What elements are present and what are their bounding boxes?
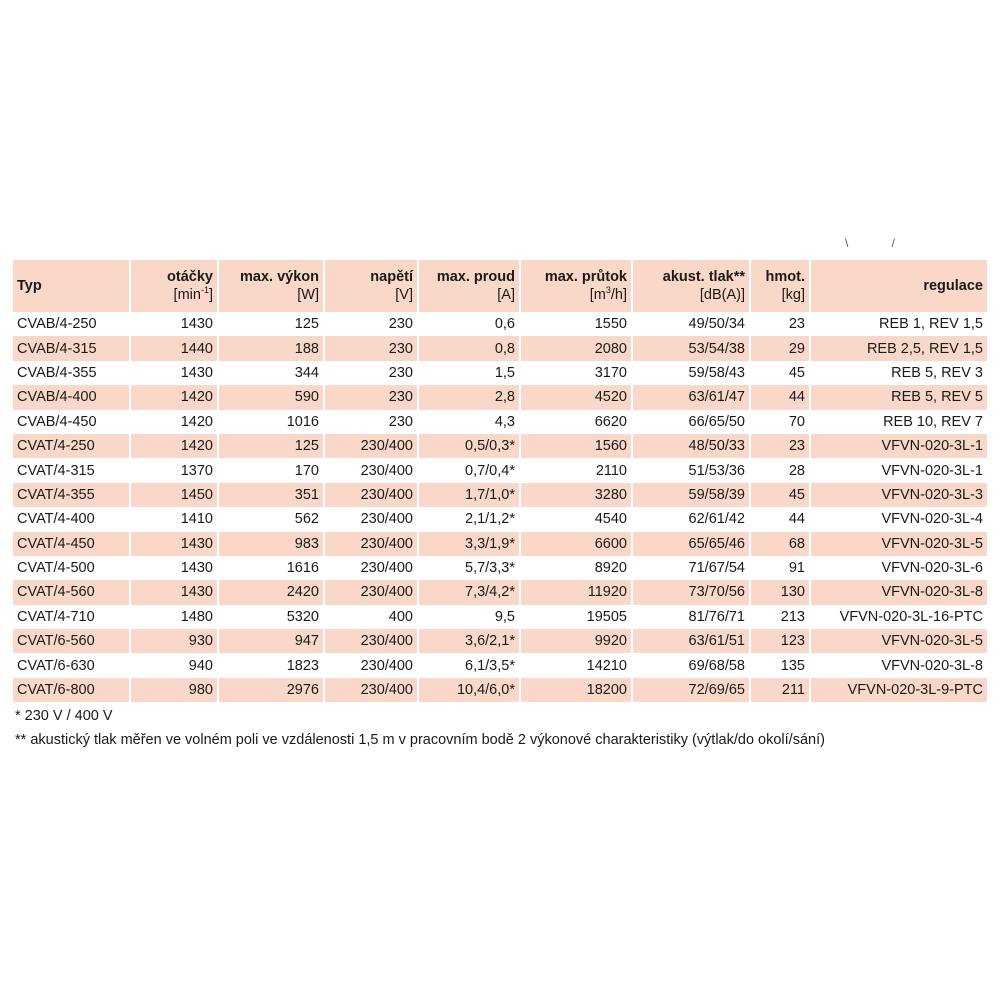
- cell-vykon: 562: [294, 511, 319, 528]
- cell-regulace: VFVN-020-3L-8: [881, 657, 983, 674]
- cell-typ: CVAT/6-560: [13, 629, 129, 653]
- cell-otacky: 1480: [180, 608, 213, 625]
- cell-proud: 3,6/2,1*: [419, 629, 519, 653]
- cell-vykon: 2420: [219, 580, 323, 604]
- cell-tlak: 66/65/50: [688, 413, 745, 430]
- footnote-acoustic: ** akustický tlak měřen ve volném poli ve vzdálenosti 1,5 m v pracovním bodě 2 výkonové charakteristiky (výtlak/do okolí/sání): [15, 732, 825, 748]
- cell-vykon: 2976: [219, 678, 323, 702]
- cell-otacky: 1430: [180, 560, 213, 577]
- table-row: [13, 653, 987, 677]
- cell-tlak: 63/61/47: [633, 385, 749, 409]
- cell-napeti: 230/400: [325, 434, 417, 458]
- cell-prutok: 14210: [586, 657, 627, 674]
- cell-vykon: 1016: [286, 413, 319, 430]
- cell-proud: 0,8: [419, 336, 519, 360]
- cell-otacky: 940: [188, 657, 213, 674]
- cell-prutok: 2110: [595, 462, 627, 479]
- cell-regulace: VFVN-020-3L-3: [811, 483, 987, 507]
- cell-vykon: 1823: [286, 657, 319, 674]
- cell-prutok: 6600: [521, 532, 631, 556]
- col-header-tlak: akust. tlak** [dB(A)]: [633, 260, 749, 312]
- cell-hmotnost: 91: [788, 560, 805, 577]
- cell-vykon: 983: [219, 532, 323, 556]
- cell-regulace: REB 10, REV 7: [883, 413, 983, 430]
- cell-napeti: 230: [388, 364, 413, 381]
- table-row: [13, 434, 987, 458]
- cell-typ: CVAT/6-800: [13, 678, 129, 702]
- cell-tlak: 62/61/42: [688, 511, 745, 528]
- cell-typ: CVAT/4-450: [13, 532, 129, 556]
- cell-typ: CVAB/4-315: [13, 336, 129, 360]
- footnote-voltage: * 230 V / 400 V: [15, 708, 113, 724]
- cell-napeti: 230: [388, 316, 413, 333]
- cell-napeti: 230/400: [325, 629, 417, 653]
- cell-prutok: 2080: [521, 336, 631, 360]
- cell-tlak: 65/65/46: [633, 532, 749, 556]
- cell-vykon: 170: [294, 462, 319, 479]
- cell-tlak: 59/58/43: [688, 364, 745, 381]
- cell-typ: CVAT/4-250: [13, 434, 129, 458]
- cell-proud: 6,1/3,5*: [465, 657, 515, 674]
- cell-vykon: 188: [219, 336, 323, 360]
- table-row: [13, 629, 987, 653]
- cell-proud: 4,3: [494, 413, 515, 430]
- table-row: [13, 532, 987, 556]
- cell-proud: 5,7/3,3*: [465, 560, 515, 577]
- table-row: [13, 312, 987, 336]
- cell-tlak: 53/54/38: [633, 336, 749, 360]
- cell-proud: 0,6: [494, 316, 515, 333]
- cell-vykon: 1616: [286, 560, 319, 577]
- col-header-prutok: max. průtok $[m^3/h]$: [521, 260, 631, 312]
- footnotes: [15, 704, 825, 752]
- cell-proud: 10,4/6,0*: [419, 678, 519, 702]
- cell-regulace: VFVN-020-3L-5: [811, 532, 987, 556]
- cell-hmotnost: 23: [788, 316, 805, 333]
- cell-regulace: REB 2,5, REV 1,5: [811, 336, 987, 360]
- table-row: [13, 361, 987, 385]
- cell-prutok: 8920: [594, 560, 627, 577]
- cell-regulace: REB 5, REV 5: [811, 385, 987, 409]
- cell-vykon: 351: [219, 483, 323, 507]
- col-header-proud: max. proud [A]: [419, 260, 519, 312]
- cell-napeti: 230/400: [325, 580, 417, 604]
- cell-hmotnost: 44: [751, 385, 809, 409]
- cell-hmotnost: 68: [751, 532, 809, 556]
- cell-napeti: 230/400: [325, 678, 417, 702]
- cell-prutok: 19505: [586, 608, 627, 625]
- cell-proud: 1,5: [494, 364, 515, 381]
- cell-otacky: 1420: [131, 434, 217, 458]
- cell-vykon: 125: [219, 434, 323, 458]
- cell-hmotnost: 28: [788, 462, 805, 479]
- cell-hmotnost: 70: [788, 413, 805, 430]
- table-row: [13, 410, 987, 434]
- cell-typ: CVAT/6-630: [17, 657, 95, 674]
- cell-napeti: 230/400: [360, 462, 413, 479]
- cell-prutok: 9920: [521, 629, 631, 653]
- cell-regulace: VFVN-020-3L-4: [881, 511, 983, 528]
- cell-napeti: 230/400: [360, 511, 413, 528]
- cell-otacky: 1430: [131, 580, 217, 604]
- cell-hmotnost: 130: [751, 580, 809, 604]
- cell-proud: 0,7/0,4*: [465, 462, 515, 479]
- cell-napeti: 230: [388, 413, 413, 430]
- cell-napeti: 230/400: [325, 532, 417, 556]
- cell-hmotnost: 135: [780, 657, 805, 674]
- cell-vykon: 344: [294, 364, 319, 381]
- col-header-otacky: otáčky $[\min^{-1}]$: [131, 260, 217, 312]
- cell-regulace: VFVN-020-3L-5: [811, 629, 987, 653]
- cell-tlak: 51/53/36: [688, 462, 745, 479]
- cell-napeti: 230/400: [325, 483, 417, 507]
- cell-regulace: REB 5, REV 3: [891, 364, 983, 381]
- cell-typ: CVAT/4-355: [13, 483, 129, 507]
- col-header-napeti: napětí [V]: [325, 260, 417, 312]
- cell-proud: 3,3/1,9*: [419, 532, 519, 556]
- cell-typ: CVAT/4-560: [13, 580, 129, 604]
- cell-prutok: 4540: [594, 511, 627, 528]
- cell-otacky: 1450: [131, 483, 217, 507]
- cell-regulace: VFVN-020-3L-6: [881, 560, 983, 577]
- col-header-regulace: regulace: [811, 260, 987, 312]
- cell-napeti: 400: [388, 608, 413, 625]
- cell-prutok: 6620: [594, 413, 627, 430]
- cell-tlak: 69/68/58: [688, 657, 745, 674]
- cell-vykon: 5320: [286, 608, 319, 625]
- cell-otacky: 1420: [131, 385, 217, 409]
- table-row: [13, 483, 987, 507]
- cell-typ: CVAT/4-315: [17, 462, 95, 479]
- cell-otacky: 1430: [180, 316, 213, 333]
- cell-otacky: 1410: [180, 511, 213, 528]
- header-row: [13, 260, 987, 312]
- col-header-typ: Typ: [13, 260, 129, 312]
- table-row: [13, 678, 987, 702]
- cell-prutok: 1560: [521, 434, 631, 458]
- cell-tlak: 63/61/51: [633, 629, 749, 653]
- cell-regulace: REB 1, REV 1,5: [879, 316, 983, 333]
- cell-typ: CVAB/4-400: [13, 385, 129, 409]
- cell-hmotnost: 211: [751, 678, 809, 702]
- cell-hmotnost: 45: [751, 483, 809, 507]
- cell-tlak: 48/50/33: [633, 434, 749, 458]
- cell-hmotnost: 123: [751, 629, 809, 653]
- cell-prutok: 1550: [594, 316, 627, 333]
- corner-mark: \ /: [845, 236, 916, 250]
- cell-proud: 0,5/0,3*: [419, 434, 519, 458]
- cell-hmotnost: 213: [780, 608, 805, 625]
- cell-prutok: 3280: [521, 483, 631, 507]
- cell-hmotnost: 29: [751, 336, 809, 360]
- cell-napeti: 230/400: [360, 560, 413, 577]
- cell-otacky: 1430: [180, 364, 213, 381]
- cell-proud: 7,3/4,2*: [419, 580, 519, 604]
- table-row: [13, 458, 987, 482]
- table-body: [13, 312, 987, 702]
- cell-prutok: 11920: [521, 580, 631, 604]
- cell-regulace: VFVN-020-3L-1: [881, 462, 983, 479]
- cell-otacky: 1440: [131, 336, 217, 360]
- cell-proud: 2,1/1,2*: [465, 511, 515, 528]
- cell-typ: CVAT/4-500: [17, 560, 95, 577]
- cell-typ: CVAB/4-355: [17, 364, 97, 381]
- cell-napeti: 230: [325, 385, 417, 409]
- cell-regulace: VFVN-020-3L-8: [811, 580, 987, 604]
- cell-otacky: 1430: [131, 532, 217, 556]
- cell-tlak: 49/50/34: [688, 316, 745, 333]
- cell-napeti: 230/400: [360, 657, 413, 674]
- cell-proud: 9,5: [494, 608, 515, 625]
- cell-proud: 1,7/1,0*: [419, 483, 519, 507]
- table-row: [13, 385, 987, 409]
- cell-hmotnost: 45: [788, 364, 805, 381]
- cell-prutok: 18200: [521, 678, 631, 702]
- table-row: [13, 336, 987, 360]
- cell-vykon: 125: [294, 316, 319, 333]
- cell-vykon: 947: [219, 629, 323, 653]
- cell-prutok: 3170: [594, 364, 627, 381]
- table-row: [13, 580, 987, 604]
- cell-otacky: 980: [131, 678, 217, 702]
- col-header-hmotnost: hmot. [kg]: [751, 260, 809, 312]
- table-row: [13, 556, 987, 580]
- spec-table: [11, 260, 989, 702]
- cell-tlak: 71/67/54: [688, 560, 745, 577]
- cell-hmotnost: 44: [788, 511, 805, 528]
- table-row: [13, 507, 987, 531]
- cell-proud: 2,8: [419, 385, 519, 409]
- cell-otacky: 1370: [180, 462, 213, 479]
- cell-vykon: 590: [219, 385, 323, 409]
- cell-prutok: 4520: [521, 385, 631, 409]
- cell-tlak: 59/58/39: [633, 483, 749, 507]
- cell-hmotnost: 23: [751, 434, 809, 458]
- cell-otacky: 1420: [180, 413, 213, 430]
- cell-regulace: VFVN-020-3L-1: [811, 434, 987, 458]
- col-header-vykon: max. výkon [W]: [219, 260, 323, 312]
- table-row: [13, 605, 987, 629]
- cell-typ: CVAB/4-250: [17, 316, 97, 333]
- cell-regulace: VFVN-020-3L-16-PTC: [839, 608, 983, 625]
- cell-typ: CVAT/4-710: [17, 608, 95, 625]
- cell-tlak: 73/70/56: [633, 580, 749, 604]
- cell-regulace: VFVN-020-3L-9-PTC: [811, 678, 987, 702]
- cell-tlak: 81/76/71: [688, 608, 745, 625]
- cell-tlak: 72/69/65: [633, 678, 749, 702]
- cell-napeti: 230: [325, 336, 417, 360]
- cell-typ: CVAT/4-400: [17, 511, 95, 528]
- cell-typ: CVAB/4-450: [17, 413, 97, 430]
- cell-otacky: 930: [131, 629, 217, 653]
